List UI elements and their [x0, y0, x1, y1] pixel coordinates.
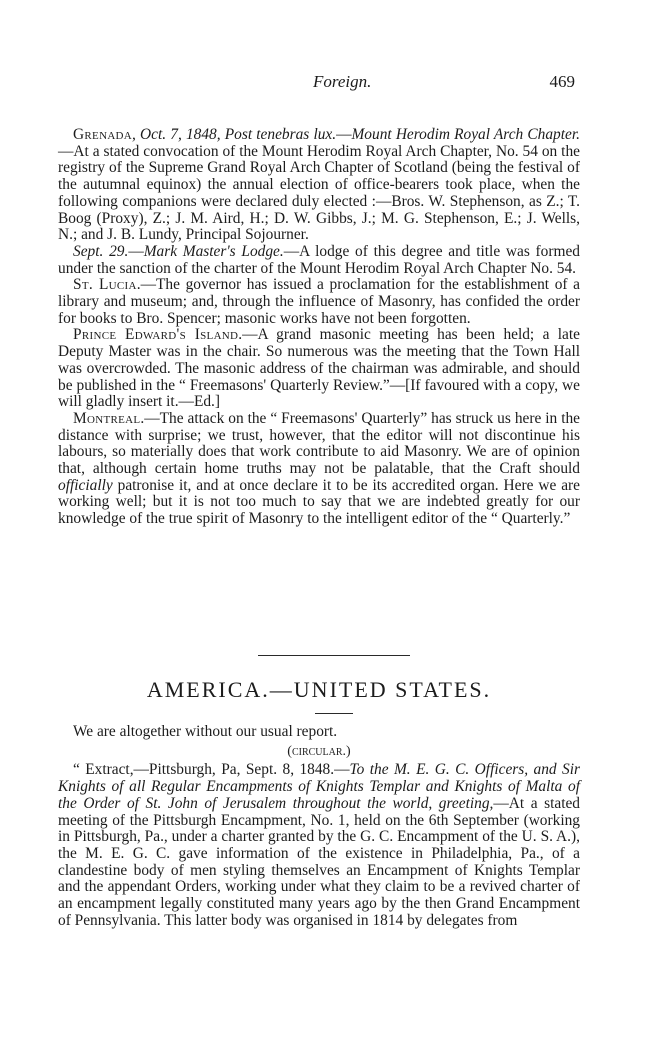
place-name-montreal: Montreal [73, 409, 141, 427]
lodge-title: Mark Master's Lodge. [143, 242, 284, 260]
place-name-prince-edward: Prince Edward's Island [73, 326, 239, 344]
paragraph-grenada [58, 127, 580, 244]
address: To the M. E. G. C. Officers, and Sir Knights of all Regular Encampments of Knights Templar and Knights of Malta of the Order of St. John of Jerusalem throughout the world, greeting, [58, 761, 581, 812]
paragraph-body: —A lodge of this degree and title was formed under the sanction of the charter of the Mount Herodim Royal Arch Chapter No. 54. [58, 242, 580, 277]
running-head: Foreign. [313, 72, 372, 91]
dash: — [128, 242, 144, 260]
chapter-title: Mount Herodim Royal Arch Chapter. [351, 126, 580, 143]
dateline: , Oct. 7, 1848, [132, 126, 225, 143]
place-name-grenada: Grenada [73, 126, 133, 143]
paragraph-body: —At a stated convocation of the Mount Herodim Royal Arch Chapter, No. 54 on the registry of the Supreme Grand Royal Arch Chapter of Scotland (being the festival of the autumnal equinox) the annual election of office-bearers took place, when the following companions were declared duly elected :—Bros. W. Stephenson, as Z.; T. Boog (Proxy), Z.; J. M. Aird, H.; D. W. Gibbs, J.; M. G. Stephenson, E.; J. Wells, N.; and J. B. Lundy, Principal Sojourner. [58, 142, 580, 244]
dash: — [336, 126, 352, 143]
paragraph-sept-29 [58, 244, 580, 277]
paragraph-body: .—A grand masonic meeting has been held; a late Deputy Master was in the chair. So numerous was the meeting that the Town Hall was overcrowded. The masonic address of the chairman was admirable, and should be published in the “ Freemasons' Quarterly Review.”—[If favoured with a copy, we will gladly insert it.—Ed.] [58, 326, 580, 411]
section-title: AMERICA.—UNITED STATES. [146, 677, 492, 702]
america-block [58, 724, 580, 929]
paragraph-body: —At a stated meeting of the Pittsburgh Encampment, No. 1, held on the 6th September (working in Pittsburgh, Pa., under a charter granted by the G. C. Encampment of the U. S. A.), the M. E. G. C. gave information of the existence in Philadelphia, Pa., of a clandestine body of men styling themselves an Encampment of Knights Templar and the appendant Orders, working under what they claim to be a revived charter of an encampment legally constituted many years ago by the then Grand Encampment of Pennsylvania. This latter body was organised in 1814 by delegates from [58, 794, 580, 929]
emphasis: officially [58, 476, 113, 494]
foreign-news-block [58, 127, 580, 528]
page-number: 469 [549, 72, 575, 91]
extract-open: “ Extract,—Pittsburgh, Pa, Sept. 8, 1848.— [73, 761, 350, 779]
place-name-st-lucia: St. Lucia [73, 276, 137, 294]
paragraph-body: .—The attack on the “ Freemasons' Quarterly” has struck us here in the distance with surprise; we trust, however, that the editor will not discontinue his labours, so materially does that work contribute to aid Masonry. We are of opinion that, although certain home truths may not be palatable, that the Craft should [58, 409, 580, 478]
motto: Post tenebras lux. [224, 126, 337, 143]
short-rule [315, 713, 353, 714]
report-note: We are altogether without our usual report. [73, 723, 338, 740]
paragraph-prince-edward [58, 327, 580, 411]
section-divider [258, 655, 410, 656]
page-header [270, 72, 575, 94]
paragraph-extract [58, 762, 580, 929]
paragraph-montreal [58, 411, 580, 528]
date: Sept. 29. [73, 242, 129, 260]
paragraph-body-continued: patronise it, and at once declare it to be its accredited organ. Here we are working well; but it is not too much to say that we are indebted greatly for our knowledge of the true spirit of Masonry to the intelligent editor of the “ Quarterly.” [58, 476, 580, 528]
paragraph-st-lucia [58, 277, 580, 327]
paragraph-body: .—The governor has issued a proclamation for the establishment of a library and museum; and, through the influence of Masonry, has confided the order for books to Bro. Spencer; masonic works have not been forgotten. [58, 276, 580, 327]
circular-label: (circular.) [287, 743, 351, 759]
